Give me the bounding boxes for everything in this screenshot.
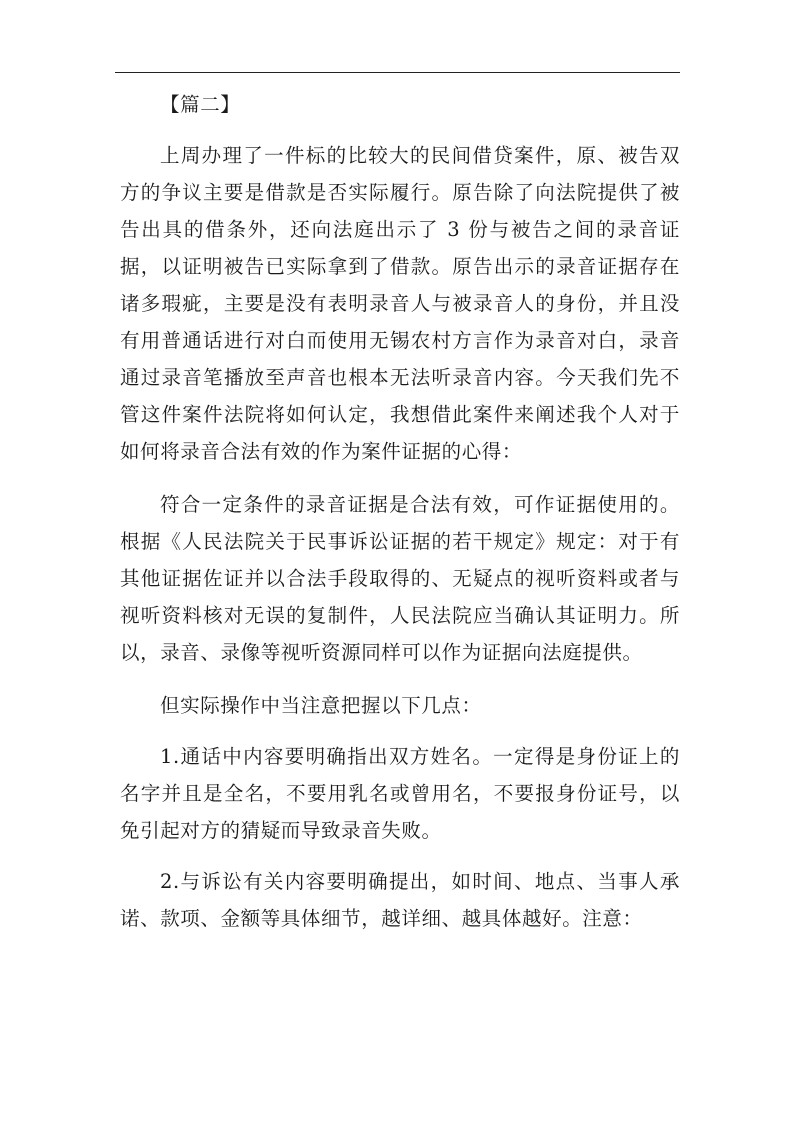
paragraph-case-description: 上周办理了一件标的比较大的民间借贷案件，原、被告双方的争议主要是借款是否实际履行。原告除了向法院提供了被告出具的借条外，还向法庭出示了 3 份与被告之间的录音证据，以证明被告已实际拿到了借款。原告出示的录音证据存在诸多瑕疵，主要是没有表明录音人与被录音人的身份，并且没有用普通话进行对白而使用无锡农村方言作为录音对白，录音通过录音笔播放至声音也根本无法听录音内容。今天我们先不管这件案件法院将如何认定，我想借此案件来阐述我个人对于如何将录音合法有效的作为案件证据的心得： bbox=[120, 144, 680, 463]
paragraph-point-2: 2.与诉讼有关内容要明确提出，如时间、地点、当事人承诺、款项、金额等具体细节，越详细、越具体越好。注意： bbox=[120, 870, 680, 930]
section-title: 【篇二】 bbox=[160, 93, 241, 116]
paragraph-point-1: 1.通话中内容要明确指出双方姓名。一定得是身份证上的名字并且是全名，不要用乳名或曾用名，不要报身份证号，以免引起对方的猜疑而导致录音失败。 bbox=[120, 745, 680, 842]
header-divider bbox=[115, 72, 680, 73]
document-body bbox=[120, 86, 680, 953]
paragraph-legal-basis: 符合一定条件的录音证据是合法有效，可作证据使用的。根据《人民法院关于民事诉讼证据的若干规定》规定：对于有其他证据佐证并以合法手段取得的、无疑点的视听资料或者与视听资料核对无误的复制件，人民法院应当确认其证明力。所以，录音、录像等视听资源同样可以作为证据向法庭提供。 bbox=[120, 493, 680, 664]
paragraph-points-intro: 但实际操作中当注意把握以下几点： bbox=[160, 694, 482, 717]
